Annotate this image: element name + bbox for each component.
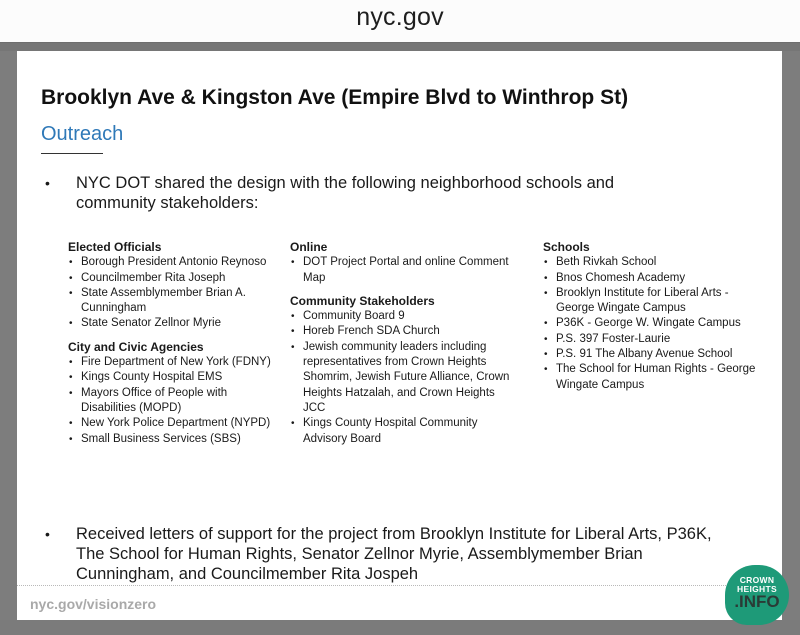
list-item: • Brooklyn Institute for Liberal Arts - George Wingate Campus: [543, 286, 768, 317]
list-item: • P36K - George W. Wingate Campus: [543, 316, 768, 331]
list-item: • State Assemblymember Brian A. Cunningham: [68, 286, 278, 317]
list-item: • Small Business Services (SBS): [68, 432, 278, 447]
bullet-dot: •: [45, 526, 50, 542]
frame-bottom-border: [0, 620, 800, 635]
column-right: [543, 240, 768, 401]
group-city-civic-agencies: [68, 340, 278, 447]
group-heading: Elected Officials: [68, 240, 162, 254]
list-item: • Kings County Hospital Community Advisory Board: [290, 416, 520, 447]
support-bullet: [41, 524, 741, 584]
group-heading: Online: [290, 240, 328, 254]
browser-header: [0, 0, 800, 43]
list-item: • Kings County Hospital EMS: [68, 370, 278, 385]
intro-bullet: [41, 173, 681, 213]
group-online: [290, 240, 520, 286]
column-left: [68, 240, 278, 455]
list-item: • State Senator Zellnor Myrie: [68, 316, 278, 331]
column-middle: [290, 240, 520, 455]
list-item: • DOT Project Portal and online Comment Map: [290, 255, 520, 286]
crown-heights-info-logo: [725, 565, 789, 625]
support-bullet-text: Received letters of support for the project from Brooklyn Institute for Liberal Arts, P36K, The School for Human Rights, Senator Zellnor Myrie, Assemblymember Brian Cunningham, and Councilmember Rita Jospeh: [76, 525, 712, 583]
logo-line-info: .INFO: [734, 592, 780, 611]
presentation-slide: [17, 51, 782, 620]
group-community-stakeholders: [290, 294, 520, 447]
list-item: • New York Police Department (NYPD): [68, 416, 278, 431]
frame-top-border: [0, 43, 800, 51]
list-item: • P.S. 397 Foster-Laurie: [543, 332, 768, 347]
group-heading: City and Civic Agencies: [68, 339, 204, 354]
list-item: • Community Board 9: [290, 309, 520, 324]
list-item: • Fire Department of New York (FDNY): [68, 355, 278, 370]
list-item: • Mayors Office of People with Disabilities (MOPD): [68, 386, 278, 417]
list-item: • Borough President Antonio Reynoso: [68, 255, 278, 270]
site-domain[interactable]: nyc.gov: [356, 3, 444, 31]
list-item: • Bnos Chomesh Academy: [543, 271, 768, 286]
intro-bullet-text: NYC DOT shared the design with the following neighborhood schools and community stakeholders:: [76, 174, 615, 212]
group-elected-officials: [68, 240, 278, 332]
subtitle-underline: [41, 153, 103, 154]
group-heading: Schools: [543, 240, 590, 254]
group-schools: [543, 240, 768, 393]
footer-url: nyc.gov/visionzero: [30, 596, 157, 612]
slide-subtitle: Outreach: [41, 123, 124, 145]
list-item: • P.S. 91 The Albany Avenue School: [543, 347, 768, 362]
logo-line-crown: CROWN: [739, 575, 775, 585]
slide-title: Brooklyn Ave & Kingston Ave (Empire Blvd to Winthrop St): [41, 86, 629, 109]
group-heading: Community Stakeholders: [290, 293, 435, 308]
list-item: • Beth Rivkah School: [543, 255, 768, 270]
list-item: • Councilmember Rita Joseph: [68, 271, 278, 286]
bullet-dot: •: [45, 175, 50, 191]
logo-line-heights: HEIGHTS: [737, 584, 777, 594]
list-item: • Horeb French SDA Church: [290, 324, 520, 339]
list-item: • The School for Human Rights - George Wingate Campus: [543, 362, 768, 393]
list-item: • Jewish community leaders including representatives from Crown Heights Shomrim, Jewish Future Alliance, Crown Heights Hatzalah, and Crown Heights JCC: [290, 340, 520, 416]
footer-separator: [17, 585, 782, 586]
